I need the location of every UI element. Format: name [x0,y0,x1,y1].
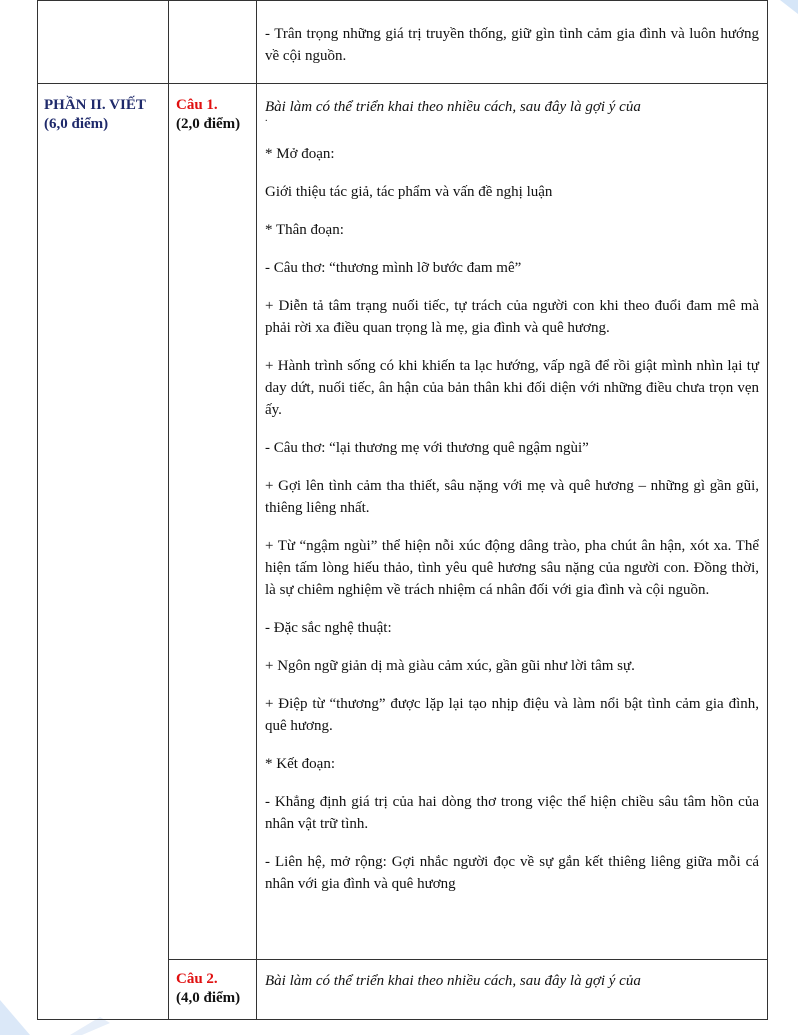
content-paragraph: + Diễn tả tâm trạng nuối tiếc, tự trách của người con khi theo đuổi đam mê mà phải rời xa điều quan trọng là mẹ, gia đình và quê hương. [265,298,759,336]
content-cell [257,1,768,84]
content-paragraph: - Liên hệ, mở rộng: Gợi nhắc người đọc về sự gắn kết thiêng liêng giữa mỗi cá nhân với gia đình và quê hương [265,854,759,892]
content-paragraph: + Gợi lên tình cảm tha thiết, sâu nặng với mẹ và quê hương – những gì gần gũi, thiêng liêng nhất. [265,478,759,516]
content-paragraph: - Trân trọng những giá trị truyền thống, giữ gìn tình cảm gia đình và luôn hướng về cội nguồn. [265,26,759,64]
content-paragraph: - Khẳng định giá trị của hai dòng thơ trong việc thể hiện chiều sâu tâm hồn của nhân vật trữ tình. [265,794,759,832]
content-paragraph: - Câu thơ: “lại thương mẹ với thương quê ngậm ngùi” [265,440,589,456]
content-paragraph: - Câu thơ: “thương mình lỡ bước đam mê” [265,260,522,276]
content-paragraph: Giới thiệu tác giả, tác phẩm và vấn đề nghị luận [265,184,553,200]
content-paragraph: - Đặc sắc nghệ thuật: [265,620,392,636]
content-paragraph: * Mở đoạn: [265,146,335,162]
intro-paragraph: Bài làm có thể triển khai theo nhiều cách, sau đây là gợi ý của [265,973,641,989]
question-cell [169,960,257,1020]
intro-paragraph: Bài làm có thể triển khai theo nhiều cách, sau đây là gợi ý của [265,99,641,115]
answer-table [37,0,768,1020]
table-row [38,84,768,960]
question-cell-empty [169,1,257,84]
question-points: (2,0 điểm) [176,116,241,132]
content-paragraph: + Ngôn ngữ giản dị mà giàu cảm xúc, gần gũi như lời tâm sự. [265,658,635,674]
content-paragraph: * Thân đoạn: [265,222,344,238]
content-paragraph: * Kết đoạn: [265,756,335,772]
content-paragraph: + Hành trình sống có khi khiến ta lạc hướng, vấp ngã để rồi giật mình nhìn lại tự day dứt, nuối tiếc, ân hận của bản thân khi đối diện với những điều chưa trọn vẹn ấy. [265,358,759,418]
corner-decoration-icon [0,990,40,1035]
section-points: (6,0 điểm) [44,116,109,132]
question-cell [169,84,257,960]
section-cell-empty [38,1,169,84]
question-points: (4,0 điểm) [176,990,241,1006]
intro-tail: . [265,113,268,124]
content-paragraph: + Từ “ngậm ngùi” thể hiện nỗi xúc động dâng trào, pha chút ân hận, xót xa. Thể hiện tấm lòng hiếu thảo, tình yêu quê hương sâu nặng của người con. Đồng thời, là sự chiêm nghiệm về trách nhiệm cá nhân đối với gia đình và cội nguồn. [265,538,759,598]
corner-decoration-icon [776,0,798,22]
question-label: Câu 1. [176,97,218,113]
section-title: PHẦN II. VIẾT [44,97,146,113]
section-cell [38,84,169,1020]
content-paragraph: + Điệp từ “thương” được lặp lại tạo nhịp điệu và làm nổi bật tình cảm gia đình, quê hương. [265,696,759,734]
content-cell [257,84,768,960]
table-row [38,1,768,84]
question-label: Câu 2. [176,971,218,987]
content-cell [257,960,768,1020]
